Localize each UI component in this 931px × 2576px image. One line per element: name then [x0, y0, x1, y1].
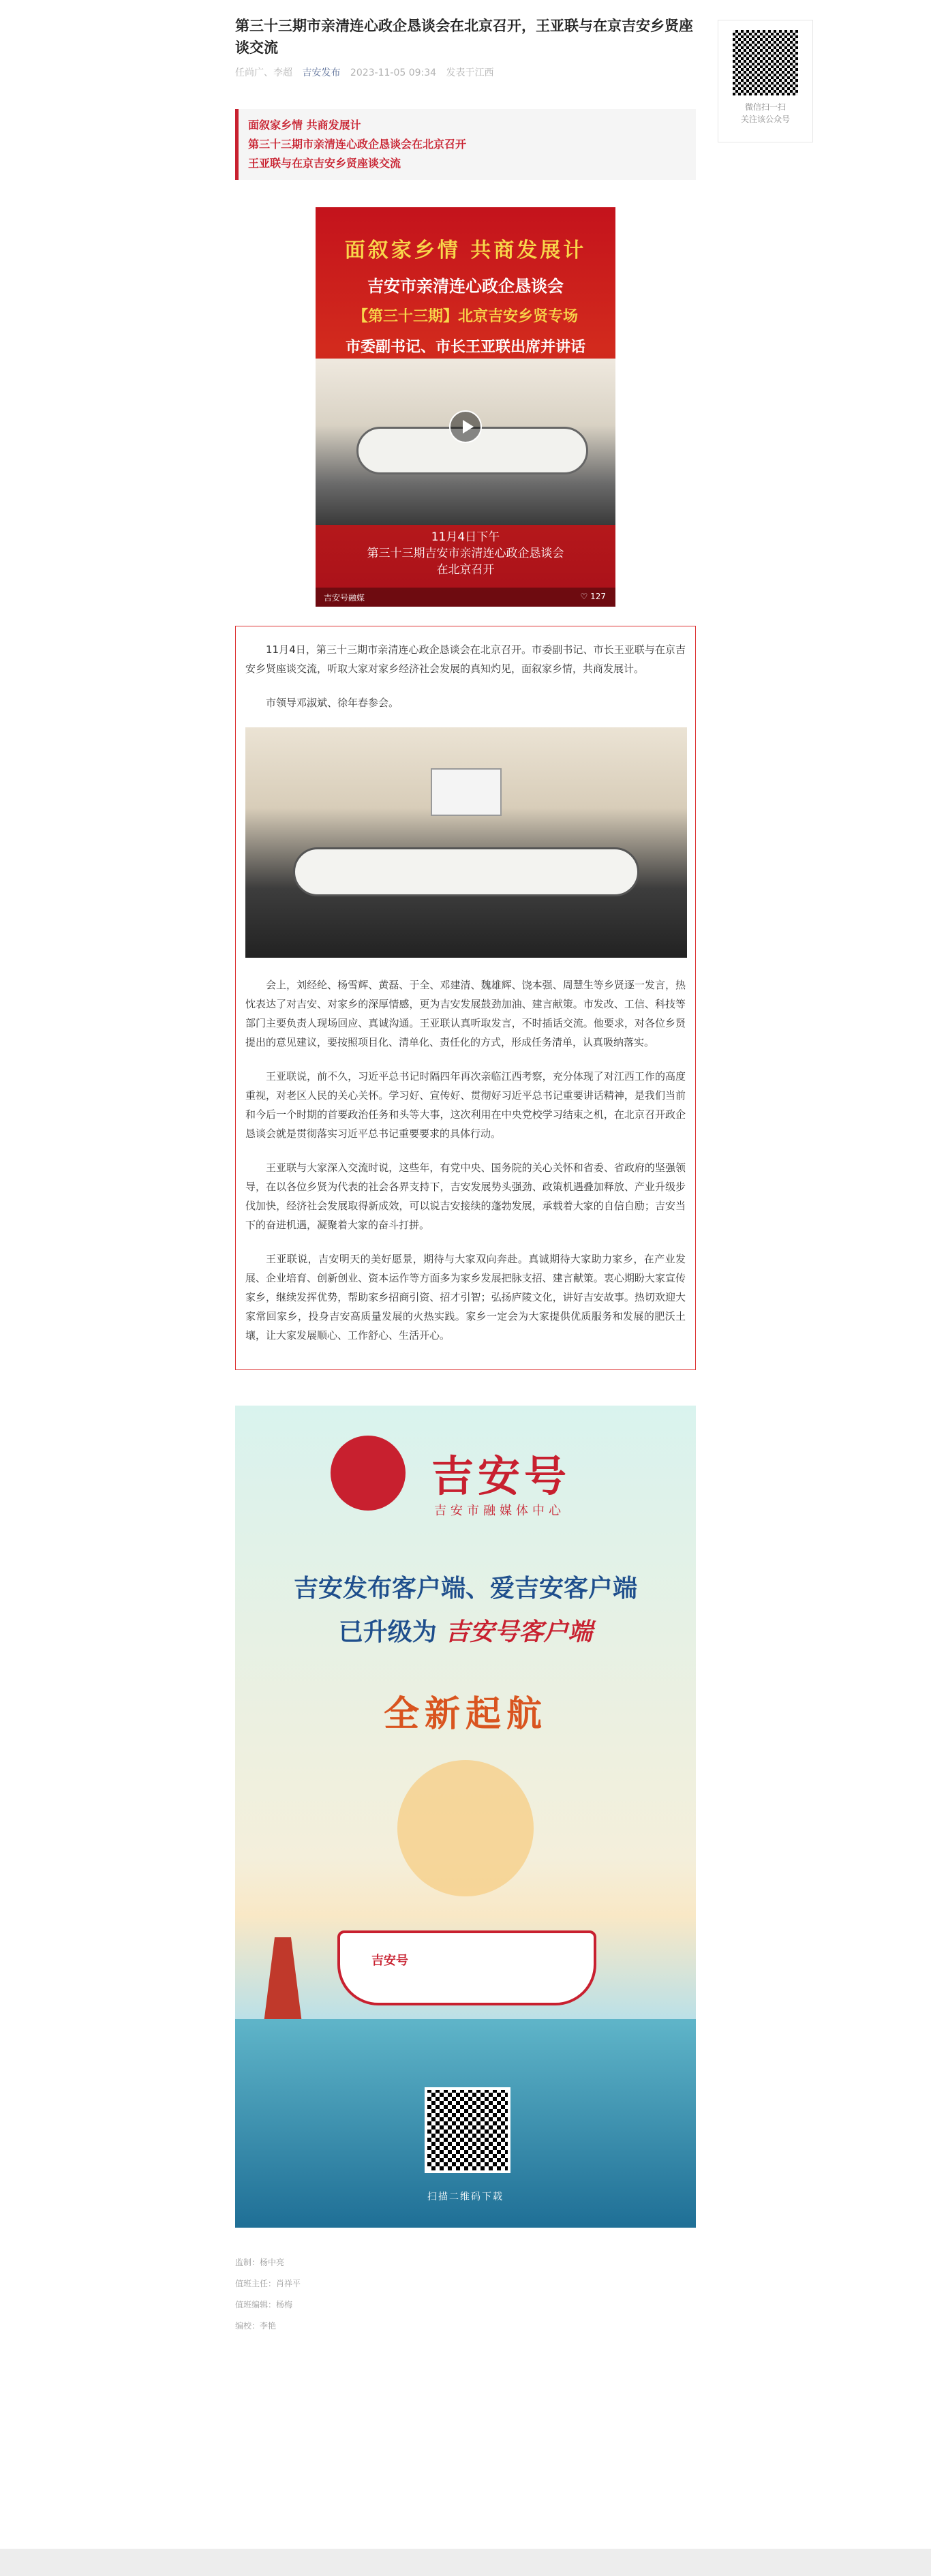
paragraph: 王亚联与大家深入交流时说，这些年，有党中央、国务院的关心关怀和省委、省政府的坚强领导，在以各位乡贤为代表的社会各界支持下，吉安发展势头强劲、政策机遇叠加释放、产业升级步伐加快，经济社会发展取得新成效，可以说吉安接续的蓬勃发展，承载着大家的自信自励；吉安当下的奋进机遇，凝聚着大家的奋斗打拼。 [245, 1162, 686, 1231]
caption-line: 11月4日下午 [431, 530, 500, 544]
article-body [235, 626, 696, 1370]
credits [235, 2252, 696, 2337]
meeting-photo [316, 359, 615, 525]
summary-line: 面叙家乡情 共商发展计 [248, 119, 361, 132]
download-qr-icon [425, 2087, 510, 2173]
cover-line1: 吉安市亲清连心政企恳谈会 [367, 277, 564, 296]
poster-line2-highlight: 吉安号客户端 [445, 1618, 593, 1646]
poster-line2 [235, 1613, 696, 1648]
cover-slogan: 面叙家乡情 共商发展计 [344, 239, 587, 262]
credit-line: 监制：杨中亮 [235, 2258, 285, 2267]
summary-box [235, 109, 696, 180]
poster-line2-prefix: 已升级为 [338, 1618, 437, 1646]
app-promo-poster [235, 1406, 696, 2228]
article [235, 0, 696, 2337]
ship-label: 吉安号 [371, 1954, 408, 1968]
video-cover[interactable] [316, 207, 615, 607]
article-title: 第三十三期市亲清连心政企恳谈会在北京召开，王亚联与在京吉安乡贤座谈交流 [235, 18, 693, 56]
channel-name[interactable]: 吉安号融媒 [324, 593, 365, 603]
poster-line1: 吉安发布客户端、爱吉安客户端 [293, 1575, 637, 1603]
summary-line: 第三十三期市亲清连心政企恳谈会在北京召开 [248, 138, 467, 151]
poster-line3: 全新起航 [383, 1694, 547, 1735]
brand-subtitle: 吉安市融媒体中心 [434, 1504, 565, 1518]
meta-location: 发表于江西 [446, 67, 494, 78]
meta-account-link[interactable]: 吉安发布 [302, 67, 341, 78]
sun-decoration [397, 1760, 534, 1896]
paragraph: 会上，刘经纶、杨雪辉、黄磊、于全、邓建清、魏雄辉、饶本强、周慧生等乡贤逐一发言，热忱表达了对吉安、对家乡的深厚情感，更为吉安发展鼓劲加油、建言献策。市发改、工信、科技等部门主要负责人现场回应、真诚沟通。王亚联认真听取发言，不时插话交流。他要求，对各位乡贤提出的意见建议，要按照项目化、清单化、责任化的方式，形成任务清单，认真吸纳落实。 [245, 979, 686, 1048]
meeting-photo-2 [245, 727, 687, 958]
cover-line3: 市委副书记、市长王亚联出席并讲话 [345, 339, 585, 356]
follow-qr-icon [733, 30, 798, 95]
credit-line: 编校：李艳 [235, 2321, 277, 2331]
qr-caption: 扫描二维码下载 [427, 2192, 504, 2202]
paragraph: 市领导邓淑斌、徐年春参会。 [266, 697, 399, 709]
brand-logo-icon [331, 1436, 406, 1511]
credit-line: 值班主任：肖祥平 [235, 2279, 301, 2288]
caption-line: 第三十三期吉安市亲清连心政企恳谈会 [367, 547, 564, 560]
credit-line: 值班编辑：杨梅 [235, 2300, 293, 2309]
cover-caption [316, 529, 615, 578]
cover-line2: 【第三十三期】北京吉安乡贤专场 [352, 308, 578, 325]
play-icon[interactable] [449, 410, 482, 443]
footer-bar [0, 2549, 931, 2576]
article-meta [235, 65, 696, 79]
paragraph: 王亚联说，吉安明天的美好愿景，期待与大家双向奔赴。真诚期待大家助力家乡，在产业发展、企业培育、创新创业、资本运作等方面多为家乡发展把脉支招、建言献策。衷心期盼大家宣传家乡，继续发挥优势，帮助家乡招商引资、招才引智；弘扬庐陵文化，讲好吉安故事。热切欢迎大家常回家乡，投身吉安高质量发展的火热实践。家乡一定会为大家提供优质服务和发展的肥沃土壤，让大家发展顺心、工作舒心、生活开心。 [245, 1253, 686, 1342]
projection-screen [431, 768, 502, 816]
caption-line: 在北京召开 [436, 563, 495, 577]
meta-time: 2023-11-05 09:34 [350, 67, 437, 78]
video-footer [316, 588, 615, 607]
paragraph: 王亚联说，前不久，习近平总书记时隔四年再次亲临江西考察，充分体现了对江西工作的高度重视，对老区人民的关心关怀。学习好、宣传好、贯彻好习近平总书记重要讲话精神，是我们当前和今后一个时期的首要政治任务和头等大事，这次利用在中央党校学习结束之机，在北京召开政企恳谈会就是贯彻落实习近平总书记重要要求的具体行动。 [245, 1070, 686, 1140]
summary-line: 王亚联与在京吉安乡贤座谈交流 [248, 157, 401, 170]
like-number: 127 [590, 592, 606, 601]
paragraph: 11月4日，第三十三期市亲清连心政企恳谈会在北京召开。市委副书记、市长王亚联与在京吉安乡贤座谈交流，听取大家对家乡经济社会发展的真知灼见，面叙家乡情，共商发展计。 [245, 643, 686, 675]
qr-hint: 关注该公众号 [740, 115, 790, 124]
follow-qr-panel [718, 20, 813, 142]
meeting-table [293, 847, 639, 896]
brand-name: 吉安号 [431, 1451, 571, 1501]
meta-authors: 任尚广、李超 [235, 67, 292, 78]
like-count[interactable]: ♡ 127 [580, 592, 606, 601]
qr-hint: 微信扫一扫 [744, 102, 786, 112]
